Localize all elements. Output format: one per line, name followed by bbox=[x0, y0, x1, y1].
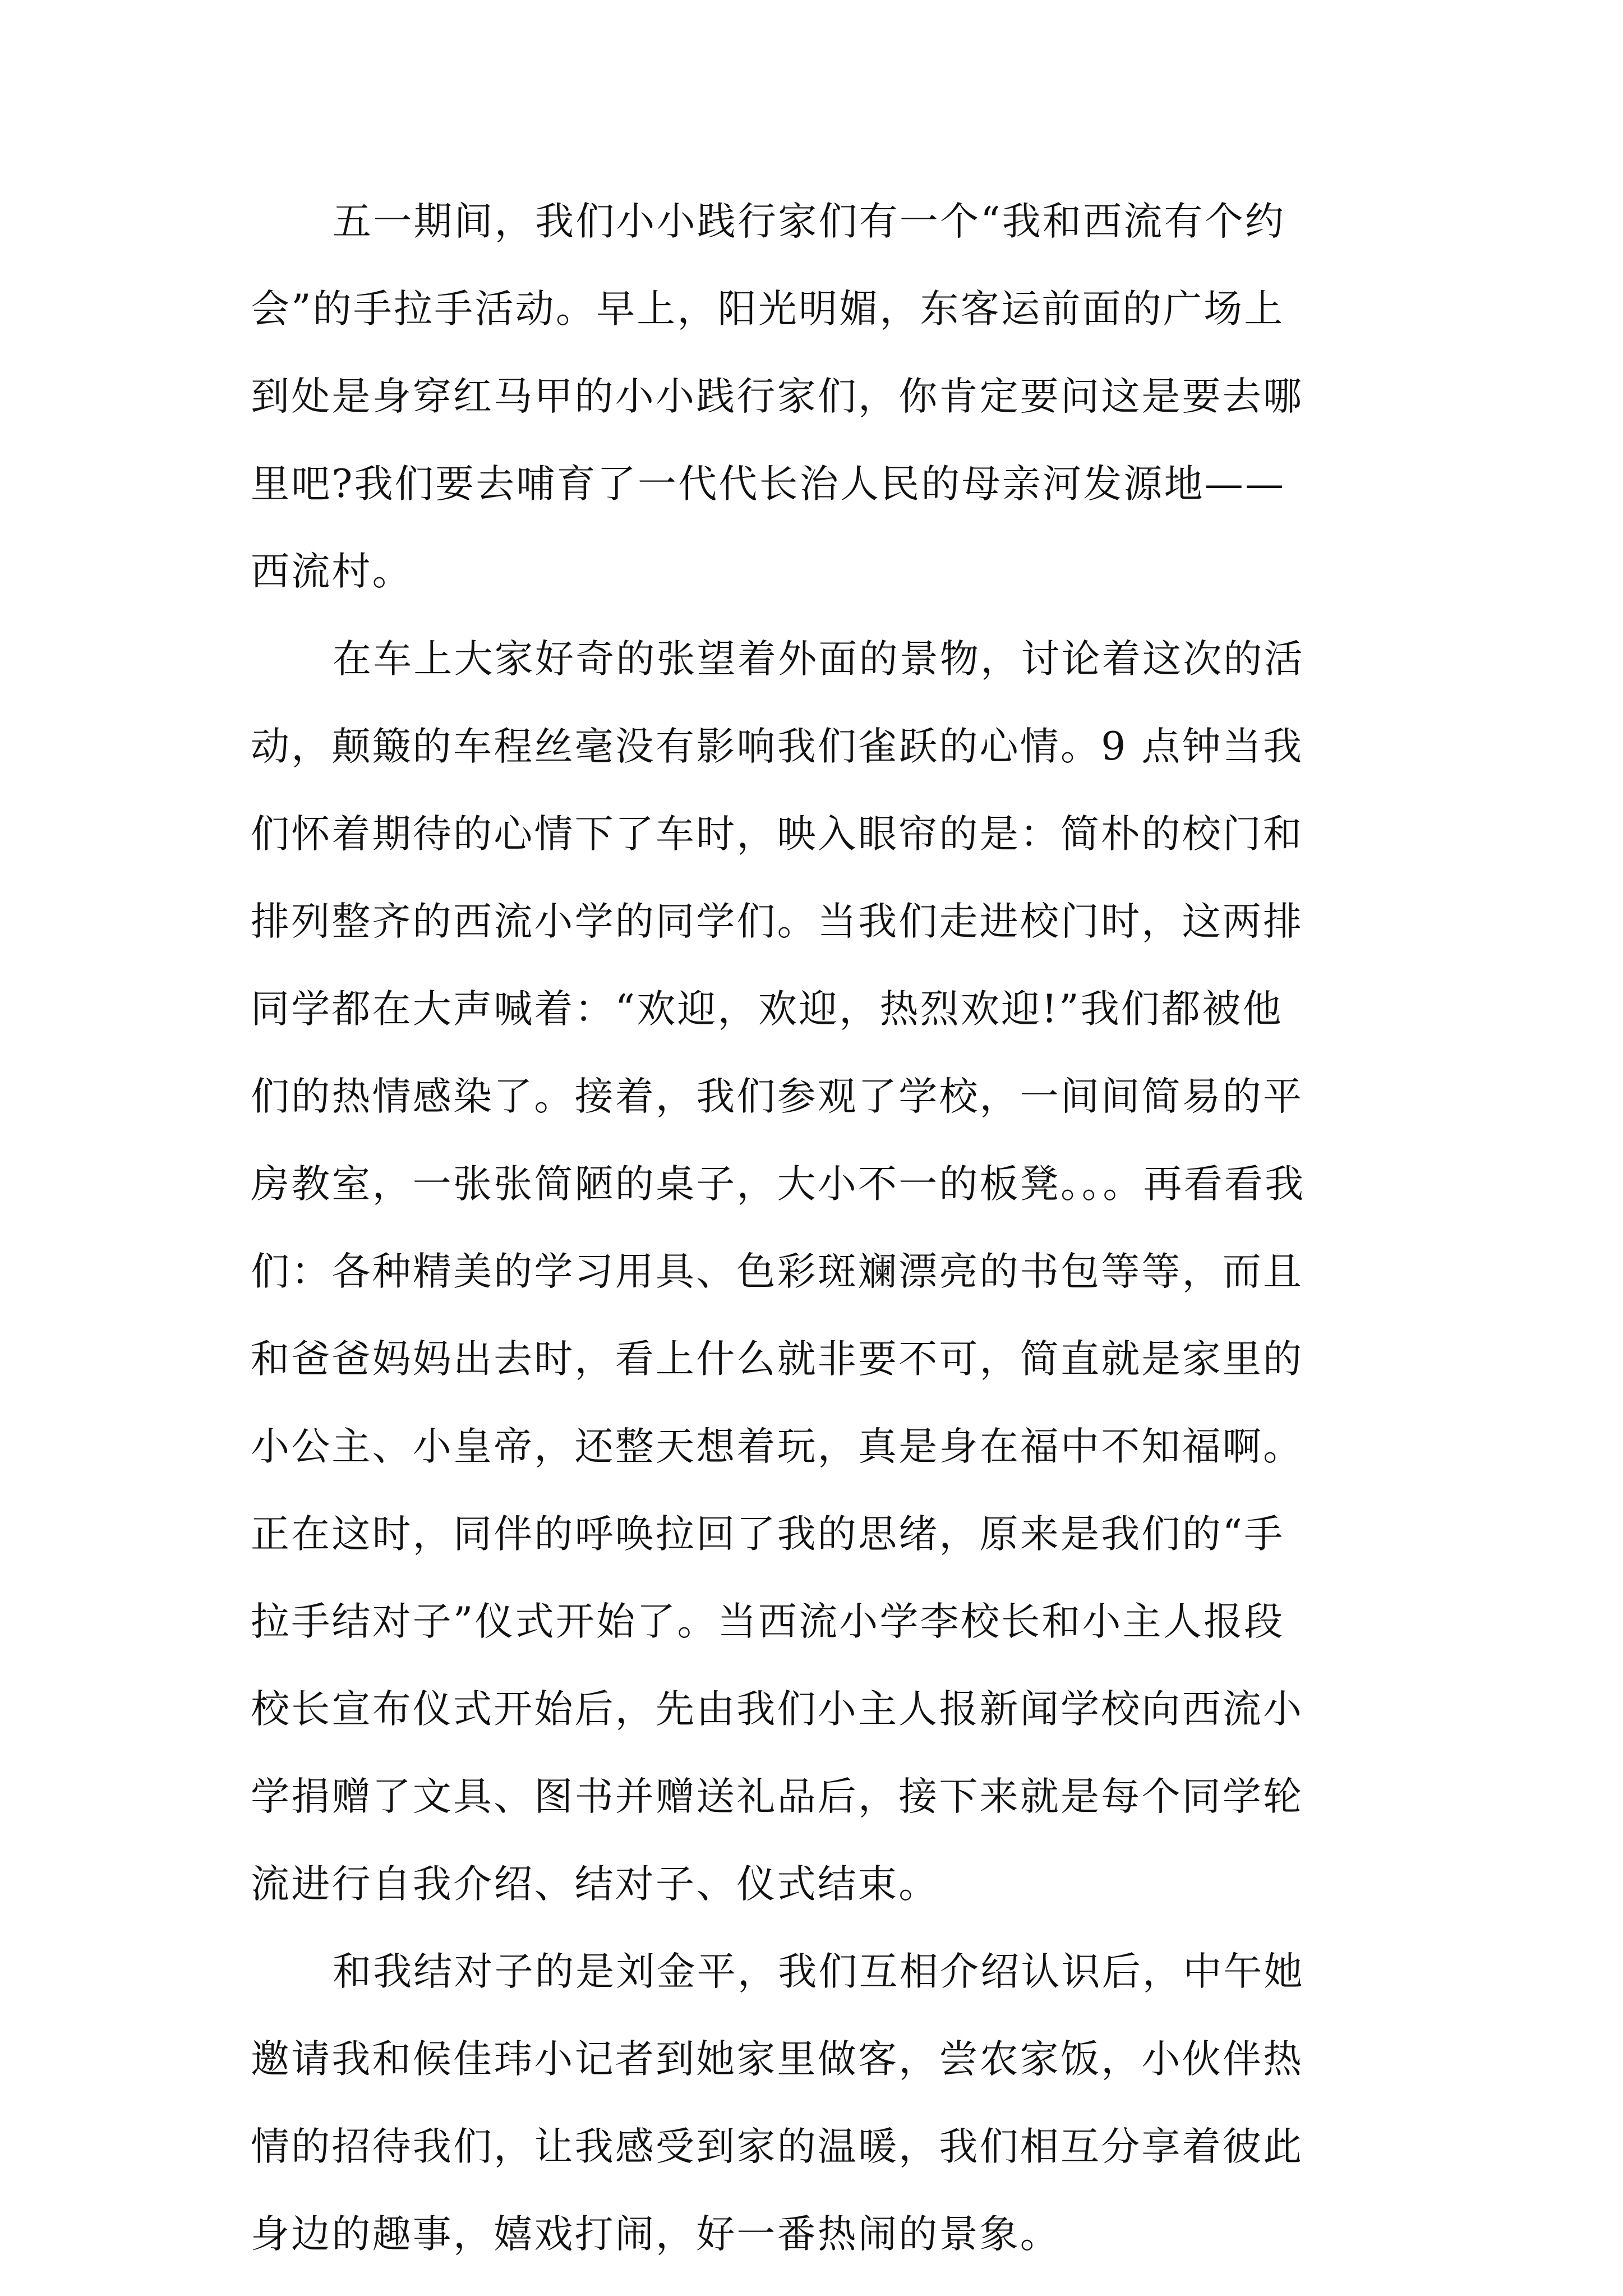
text-line: 在车上大家好奇的张望着外面的景物，讨论着这次的活 bbox=[333, 637, 1304, 682]
text-line: 房教室，一张张简陋的桌子，大小不一的板凳。。。再看看我 bbox=[251, 1162, 1306, 1207]
text-line: 小公主、小皇帝，还整天想着玩，真是身在福中不知福啊。 bbox=[251, 1424, 1304, 1469]
text-line: 情的招待我们，让我感受到家的温暖，我们相互分享着彼此 bbox=[251, 2124, 1304, 2169]
text-line: 们的热情感染了。接着，我们参观了学校，一间间简易的平 bbox=[251, 1074, 1304, 1119]
text-line: 学捐赠了文具、图书并赠送礼品后，接下来就是每个同学轮 bbox=[251, 1774, 1304, 1819]
text-line: 正在这时，同伴的呼唤拉回了我的思绪，原来是我们的“手 bbox=[251, 1512, 1285, 1557]
text-line: 西流村。 bbox=[251, 549, 413, 594]
text-line: 和爸爸妈妈出去时，看上什么就非要不可，简直就是家里的 bbox=[251, 1337, 1304, 1382]
text-line: 排列整齐的西流小学的同学们。当我们走进校门时，这两排 bbox=[251, 899, 1304, 944]
text-line: 拉手结对子”仪式开始了。当西流小学李校长和小主人报段 bbox=[251, 1599, 1285, 1644]
text-line: 邀请我和候佳玮小记者到她家里做客，尝农家饭，小伙伴热 bbox=[251, 2037, 1304, 2082]
text-line: 校长宣布仪式开始后，先由我们小主人报新闻学校向西流小 bbox=[251, 1687, 1304, 1732]
text-line: 和我结对子的是刘金平，我们互相介绍认识后，中午她 bbox=[333, 1949, 1304, 1994]
text-line: 动，颠簸的车程丝毫没有影响我们雀跃的心情。9 点钟当我 bbox=[251, 724, 1304, 769]
text-line: 会”的手拉手活动。早上，阳光明媚，东客运前面的广场上 bbox=[251, 287, 1285, 332]
text-line: 里吧?我们要去哺育了一代代长治人民的母亲河发源地—— bbox=[251, 462, 1286, 507]
text-line: 流进行自我介绍、结对子、仪式结束。 bbox=[251, 1862, 939, 1907]
text-line: 身边的趣事，嬉戏打闹，好一番热闹的景象。 bbox=[251, 2212, 1061, 2257]
text-line: 同学都在大声喊着：“欢迎，欢迎，热烈欢迎!”我们都被他 bbox=[251, 987, 1283, 1032]
text-line: 们怀着期待的心情下了车时，映入眼帘的是：简朴的校门和 bbox=[251, 812, 1304, 857]
text-line: 们：各种精美的学习用具、色彩斑斓漂亮的书包等等，而且 bbox=[251, 1249, 1304, 1294]
text-line: 到处是身穿红马甲的小小践行家们，你肯定要问这是要去哪 bbox=[251, 374, 1304, 419]
text-line: 五一期间，我们小小践行家们有一个“我和西流有个约 bbox=[333, 199, 1286, 244]
